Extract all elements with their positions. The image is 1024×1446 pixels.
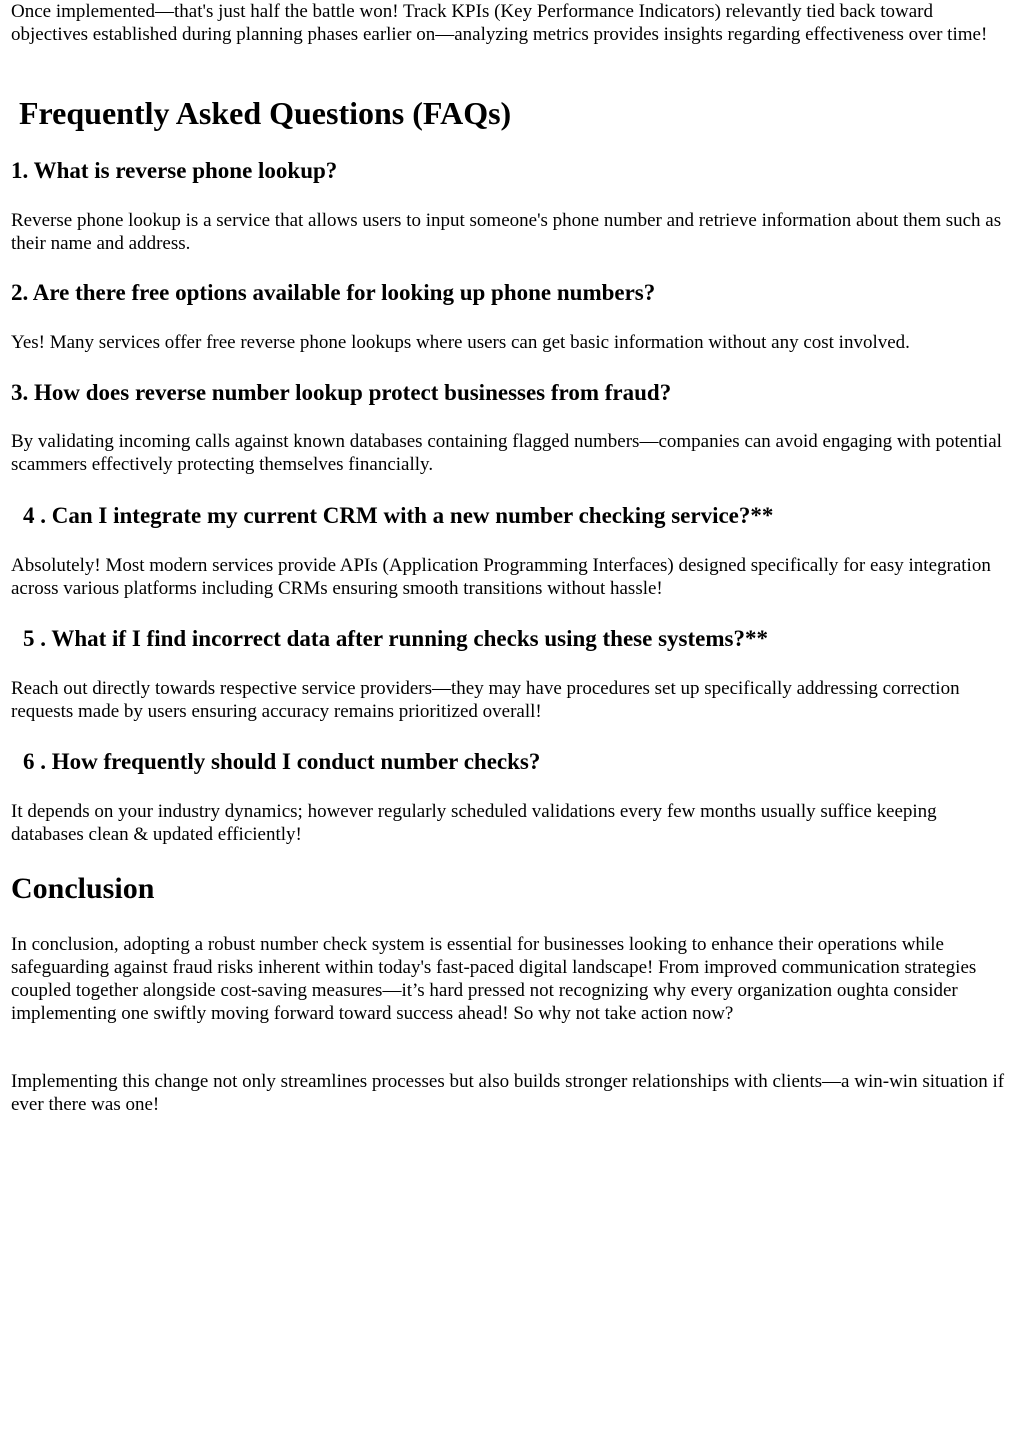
faq-answer-4: Absolutely! Most modern services provide APIs (Application Programming Interfaces) designed specifically for easy integration across various platforms including CRMs ensuring smooth transitions without hassle! bbox=[11, 555, 991, 599]
conclusion-heading: Conclusion bbox=[11, 872, 155, 905]
faq-answer-5: Reach out directly towards respective service providers—they may have procedures set up specifically addressing correction requests made by users ensuring accuracy remains prioritized overall! bbox=[11, 678, 960, 722]
faq-question-3: 3. How does reverse number lookup protect businesses from fraud? bbox=[11, 380, 672, 405]
faq-answer-6: It depends on your industry dynamics; however regularly scheduled validations every few months usually suffice keeping databases clean & updated efficiently! bbox=[11, 801, 937, 845]
intro-paragraph: Once implemented—that's just half the battle won! Track KPIs (Key Performance Indicators) relevantly tied back toward objectives established during planning phases earlier on—analyzing metrics provides insights regarding effectiveness over time! bbox=[11, 1, 988, 45]
faq-answer-3: By validating incoming calls against known databases containing flagged numbers—companies can avoid engaging with potential scammers effectively protecting themselves financially. bbox=[11, 431, 1002, 475]
conclusion-paragraph-1: In conclusion, adopting a robust number check system is essential for businesses looking to enhance their operations while safeguarding against fraud risks inherent within today's fast-paced digital landscape! From improved communication strategies coupled together alongside cost-saving measures—it’s hard pressed not recognizing why every organization oughta consider implementing one swiftly moving forward toward success ahead! So why not take action now? bbox=[11, 934, 977, 1024]
conclusion-paragraph-2: Implementing this change not only streamlines processes but also builds stronger relationships with clients—a win-win situation if ever there was one! bbox=[11, 1071, 1005, 1115]
faq-question-4: 4 . Can I integrate my current CRM with a new number checking service?** bbox=[23, 503, 774, 528]
faq-question-2: 2. Are there free options available for looking up phone numbers? bbox=[11, 280, 656, 305]
faq-answer-2: Yes! Many services offer free reverse phone lookups where users can get basic information without any cost involved. bbox=[11, 332, 910, 353]
faq-question-6: 6 . How frequently should I conduct number checks? bbox=[23, 749, 541, 774]
faq-question-5: 5 . What if I find incorrect data after running checks using these systems?** bbox=[23, 626, 768, 651]
faq-heading: Frequently Asked Questions (FAQs) bbox=[19, 95, 512, 131]
faq-question-1: 1. What is reverse phone lookup? bbox=[11, 158, 338, 183]
faq-answer-1: Reverse phone lookup is a service that allows users to input someone's phone number and retrieve information about them such as their name and address. bbox=[11, 210, 1002, 254]
